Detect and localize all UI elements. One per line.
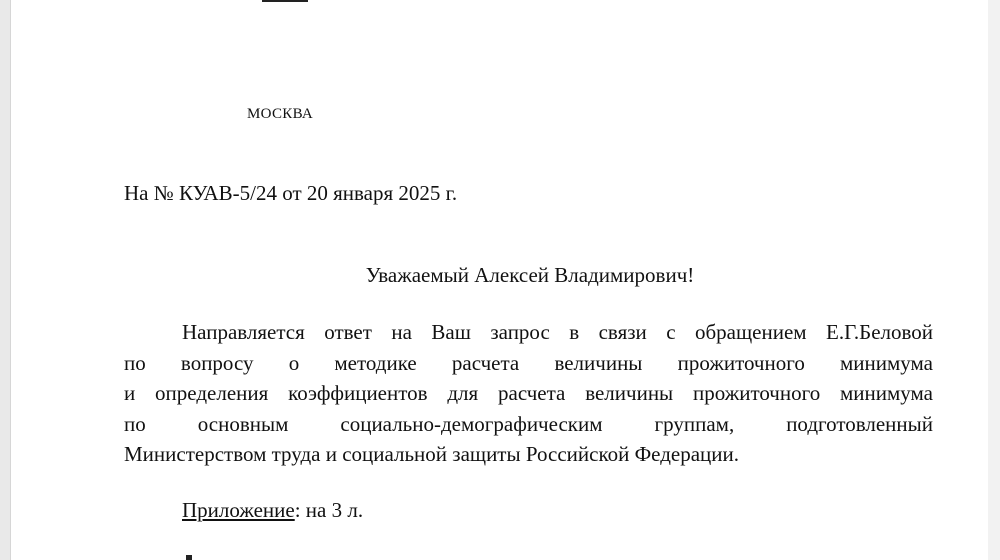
greeting: Уважаемый Алексей Владимирович! <box>365 263 695 287</box>
body-line: по основным социально-демографическим группам, подготовленный <box>124 411 933 436</box>
body-line: Министерством труда и социальной защиты Российской Федерации. <box>124 442 740 467</box>
attachment-value: : на 3 л. <box>294 498 364 522</box>
body-line: по вопросу о методике расчета величины прожиточного минимума <box>124 350 933 375</box>
body-line: и определения коэффициентов для расчета величины прожиточного минимума <box>124 381 933 406</box>
bottom-mark <box>186 555 192 560</box>
attachment-label: Приложение <box>182 498 295 522</box>
attachment-line <box>182 498 363 523</box>
city-label: МОСКВА <box>247 106 314 122</box>
letter-body <box>124 317 933 470</box>
reference-line: На № КУАВ-5/24 от 20 января 2025 г. <box>124 181 458 205</box>
body-line: Направляется ответ на Ваш запрос в связи с обращением Е.Г.Беловой <box>182 320 933 344</box>
top-rule-line <box>262 0 308 2</box>
